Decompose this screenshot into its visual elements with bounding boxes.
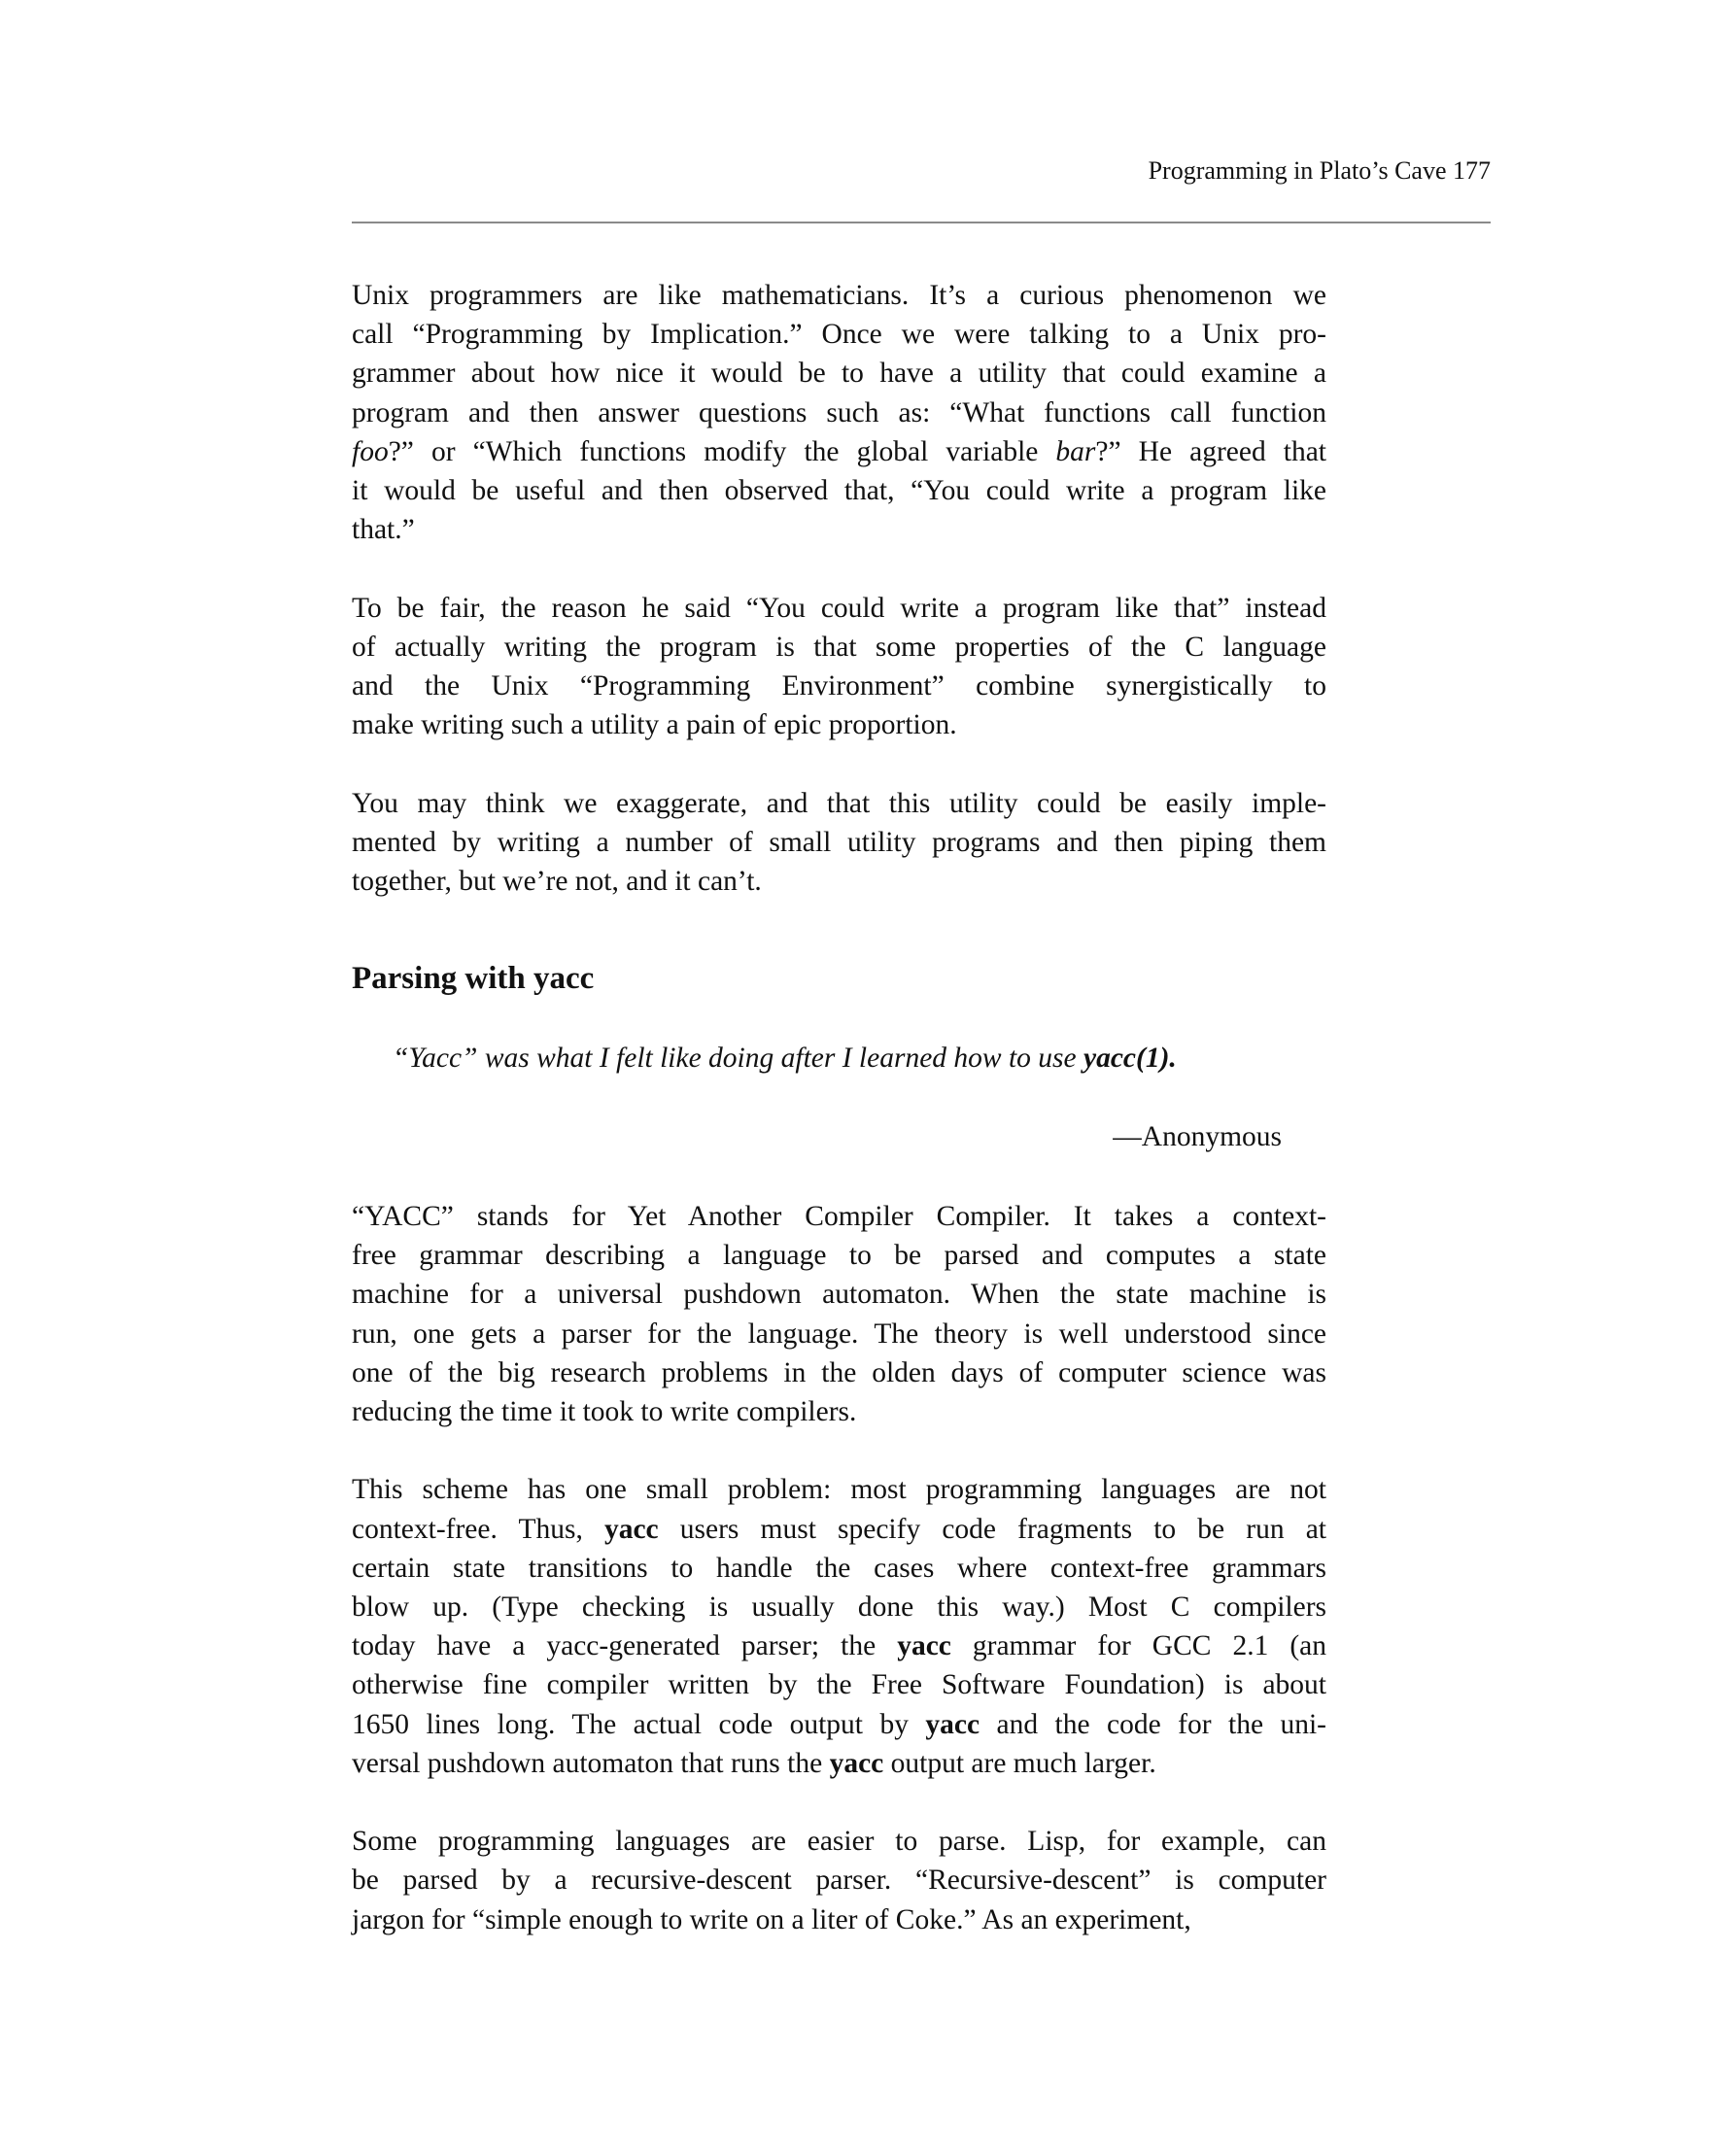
text-line (352, 276, 1326, 315)
text-line (352, 510, 1326, 549)
bold-term: yacc (897, 1630, 951, 1662)
text-line (352, 1665, 1326, 1704)
text-run: run, one gets a parser for the language. The theory is well understood since (352, 1318, 1326, 1350)
text-line (352, 1822, 1326, 1861)
text-line (352, 1744, 1326, 1783)
text-run: be parsed by a recursive-descent parser. “Recursive-descent” is computer (352, 1865, 1326, 1897)
text-line (352, 432, 1326, 471)
text-line (352, 1315, 1326, 1353)
bold-term: yacc (603, 1513, 659, 1545)
text-run: context-free. Thus, (352, 1513, 604, 1545)
bold-term: yacc(1). (1083, 1043, 1177, 1074)
text-run: grammer about how nice it would be to have a utility that could examine a (352, 358, 1326, 390)
text-run: machine for a universal pushdown automaton. When the state machine is (352, 1279, 1326, 1311)
header-rule (352, 222, 1491, 223)
text-run: one of the big research problems in the olden days of computer science was (352, 1356, 1326, 1388)
text-run: To be fair, the reason he said “You could write a program like that” instead (352, 592, 1326, 624)
epigraph (393, 1039, 1177, 1078)
text-line (352, 354, 1326, 393)
running-head: Programming in Plato’s Cave 177 (1148, 156, 1491, 185)
bold-term: yacc (925, 1708, 980, 1740)
text-line (352, 1197, 1326, 1236)
text-run: You may think we exaggerate, and that this utility could be easily imple- (352, 787, 1326, 819)
text-line (352, 1588, 1326, 1626)
text-run: otherwise fine compiler written by the Free Software Foundation) is about (352, 1669, 1326, 1701)
text-line (352, 823, 1326, 862)
text-line (352, 1470, 1326, 1509)
text-line (352, 394, 1326, 432)
text-run: today have a yacc-generated parser; the (352, 1630, 898, 1662)
text-line (352, 784, 1326, 823)
text-line (352, 1705, 1326, 1744)
text-run: mented by writing a number of small utility programs and then piping them (352, 826, 1326, 858)
text-line (352, 471, 1326, 510)
italic-term: bar (1055, 435, 1096, 467)
text-line (352, 667, 1326, 705)
text-line (352, 1275, 1326, 1314)
bold-term: yacc (829, 1747, 884, 1779)
text-line (352, 1549, 1326, 1588)
text-run: Some programming languages are easier to parse. Lisp, for example, can (352, 1826, 1326, 1858)
text-run: certain state transitions to handle the cases where context-free grammars (352, 1552, 1326, 1584)
text-line (352, 315, 1326, 354)
text-run: of actually writing the program is that some properties of the C language (352, 631, 1326, 663)
text-run: Unix programmers are like mathematicians. It’s a curious phenomenon we (352, 280, 1326, 311)
text-run: 1650 lines long. The actual code output by (352, 1708, 926, 1740)
text-line (352, 705, 1326, 744)
epigraph-attribution: —Anonymous (1113, 1121, 1282, 1152)
text-line (352, 1510, 1326, 1549)
text-line (352, 1353, 1326, 1392)
text-run: and the Unix “Programming Environment” combine synergistically to (352, 670, 1326, 702)
text-line (352, 1236, 1326, 1275)
text-run: grammar for GCC 2.1 (an (950, 1630, 1326, 1662)
text-line (352, 628, 1326, 667)
text-run: ?” He agreed that (1095, 435, 1326, 467)
text-line (352, 1392, 1326, 1431)
italic-term: foo (352, 435, 389, 467)
text-run: “YACC” stands for Yet Another Compiler Compiler. It takes a context- (352, 1201, 1326, 1232)
text-line (352, 862, 1326, 901)
text-run: reducing the time it took to write compilers. (352, 1396, 857, 1427)
text-line (352, 1900, 1326, 1939)
text-run: make writing such a utility a pain of epic proportion. (352, 709, 957, 741)
text-run: and the code for the uni- (980, 1708, 1326, 1740)
text-run: output are much larger. (883, 1747, 1156, 1779)
section-heading: Parsing with yacc (352, 961, 595, 996)
text-run: free grammar describing a language to be parsed and computes a state (352, 1240, 1326, 1272)
text-line (352, 1626, 1326, 1665)
text-run: it would be useful and then observed that, “You could write a program like (352, 475, 1326, 506)
text-line (352, 589, 1326, 628)
text-run: ?” or “Which functions modify the global variable (388, 435, 1056, 467)
text-run: “Yacc” was what I felt like doing after I learned how to use (393, 1043, 1083, 1074)
text-run: that.” (352, 514, 415, 546)
text-run: together, but we’re not, and it can’t. (352, 866, 762, 897)
text-run: blow up. (Type checking is usually done this way.) Most C compilers (352, 1591, 1326, 1623)
text-run: call “Programming by Implication.” Once we were talking to a Unix pro- (352, 319, 1326, 351)
text-run: jargon for “simple enough to write on a liter of Coke.” As an experiment, (352, 1903, 1191, 1935)
text-run: program and then answer questions such as: “What functions call function (352, 396, 1326, 428)
text-run: versal pushdown automaton that runs the (352, 1747, 830, 1779)
text-run: This scheme has one small problem: most programming languages are not (352, 1474, 1326, 1506)
text-line (352, 1861, 1326, 1899)
text-run: users must specify code fragments to be run at (658, 1513, 1326, 1545)
